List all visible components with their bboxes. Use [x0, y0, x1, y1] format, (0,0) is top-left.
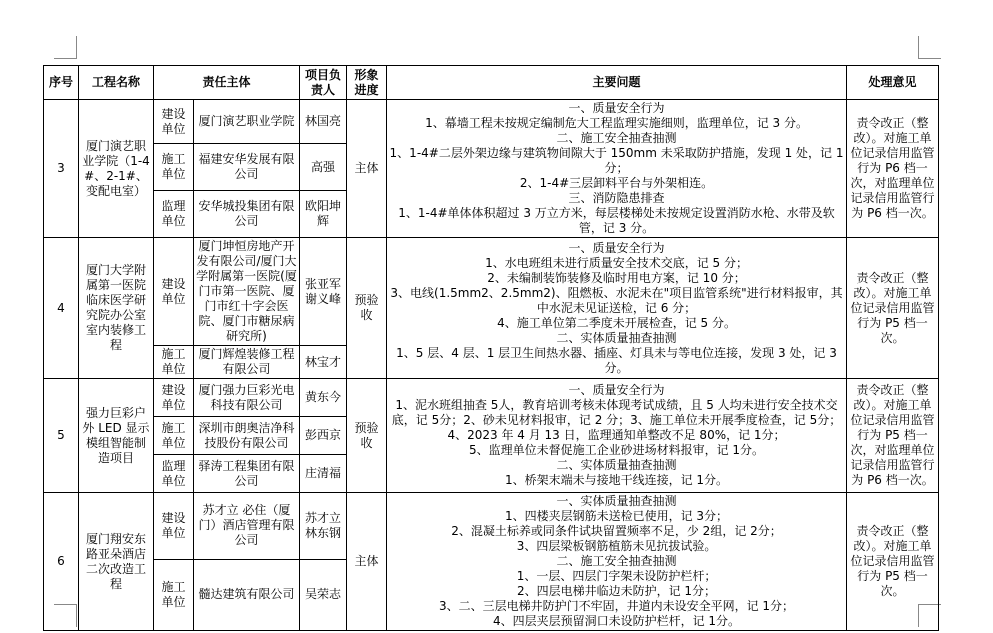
- header-project: 工程名称: [79, 66, 154, 100]
- unit-company: 驿涛工程集团有限公司: [194, 455, 300, 493]
- opinion: 责令改正（整改）。对施工单位记录信用监管行为 P5 档一次，对监理单位记录信用监管行为 P6 档一次。: [847, 379, 939, 493]
- issue-line: 3、四层梁板钢筋植筋未见抗拔试验。: [516, 539, 717, 553]
- issue-line: 三、消防隐患排查: [568, 191, 665, 205]
- header-progress: 形象进度: [347, 66, 387, 100]
- inspection-table: [43, 65, 939, 631]
- crop-mark-top-left: [54, 36, 77, 59]
- unit-person: 苏才立 林东钢: [300, 493, 347, 560]
- unit-person: 张亚军 谢义峰: [300, 238, 347, 346]
- table-row: [44, 100, 939, 144]
- unit-type: 施工单位: [154, 417, 194, 455]
- issue-line: 4、四层夹层预留洞口未设防护栏杆，记 1分。: [492, 614, 741, 628]
- unit-company: 厦门强力巨彩光电科技有限公司: [194, 379, 300, 417]
- progress: 预验收: [347, 238, 387, 379]
- issue-line: 2、混凝土标养或同条件试块留置频率不足，少 2组，记 2分；: [451, 524, 782, 538]
- unit-company: 厦门辉煌装修工程有限公司: [194, 346, 300, 379]
- issue-line: 1、桥架末端未与接地干线连接，记 1分。: [504, 473, 729, 487]
- unit-type: 建设单位: [154, 100, 194, 144]
- issue-line: 二、实体质量抽查抽测: [556, 458, 677, 472]
- row-seq: 5: [44, 379, 79, 493]
- progress: 主体: [347, 100, 387, 238]
- issue-line: 二、施工安全抽查抽测: [556, 131, 677, 145]
- unit-type: 监理单位: [154, 455, 194, 493]
- progress: 预验收: [347, 379, 387, 493]
- issue-line: 1、1-4#单体体积超过 3 万立方米，每层楼梯处未按规定设置消防水枪、水带及软管，记 3 分。: [398, 206, 835, 235]
- unit-type: 施工单位: [154, 144, 194, 191]
- issues-cell: [387, 238, 847, 379]
- header-responsible: 责任主体: [154, 66, 300, 100]
- issue-line: 二、实体质量抽查抽测: [556, 330, 677, 345]
- table-row: [44, 379, 939, 417]
- unit-person: 高强: [300, 144, 347, 191]
- unit-company: 安华城投集团有限公司: [194, 191, 300, 238]
- issue-line: 二、施工安全抽查抽测: [556, 554, 677, 568]
- project-name: 强力巨彩户外 LED 显示模组智能制造项目: [79, 379, 154, 493]
- row-seq: 3: [44, 100, 79, 238]
- header-opinion: 处理意见: [847, 66, 939, 100]
- crop-mark-top-right: [918, 36, 941, 59]
- issue-line: 2、四层电梯井临边未防护，记 1分；: [516, 584, 717, 598]
- unit-company: 苏才立 必住（厦门）酒店管理有限公司: [194, 493, 300, 560]
- issue-line: 2、未编制装饰装修及临时用电方案，记 10 分；: [487, 270, 746, 285]
- row-seq: 4: [44, 238, 79, 379]
- issue-line: 1、泥水班组抽查 5人，教育培训考核未体现考试成绩，且 5 人均未进行安全技术交底，记 5分；2、砂未见材料报审，记 2 分；3、施工单位未开展季度检查，记 5分；: [391, 398, 842, 427]
- row-seq: 6: [44, 493, 79, 631]
- unit-person: 欧阳坤辉: [300, 191, 347, 238]
- header-leader: 项目负责人: [300, 66, 347, 100]
- project-name: 厦门翔安东路亚朵酒店二次改造工程: [79, 493, 154, 631]
- issue-line: 3、二、三层电梯井防护门不牢固，井道内未设安全平网，记 1分；: [438, 599, 795, 613]
- opinion: 责令改正（整改）。对施工单位记录信用监管行为 P5 档一次。: [847, 238, 939, 379]
- unit-type: 建设单位: [154, 379, 194, 417]
- issue-line: 一、实体质量抽查抽测: [556, 494, 677, 508]
- issues-cell: [387, 100, 847, 238]
- unit-person: 彭西京: [300, 417, 347, 455]
- unit-person: 林宝才: [300, 346, 347, 379]
- unit-type: 监理单位: [154, 191, 194, 238]
- issue-line: 一、质量安全行为: [568, 383, 665, 397]
- issues-cell: [387, 493, 847, 631]
- header-row: [44, 66, 939, 100]
- unit-company: 深圳市朗奥洁净科技股份有限公司: [194, 417, 300, 455]
- issue-line: 1、5 层、4 层、1 层卫生间热水器、插座、灯具未与等电位连接，发现 3 处，记 3 分。: [396, 345, 837, 375]
- header-seq: 序号: [44, 66, 79, 100]
- unit-company: 厦门坤恒房地产开发有限公司/厦门大学附属第一医院(厦门市第一医院、厦门市红十字会医院、厦门市糖尿病研究所): [194, 238, 300, 346]
- issue-line: 2、1-4#三层卸料平台与外架相连。: [519, 176, 714, 190]
- issue-line: 一、质量安全行为: [568, 101, 665, 115]
- issue-line: 4、2023 年 4 月 13 日，监理通知单整改不足 80%，记 1分；: [447, 428, 786, 442]
- issue-line: 5、监理单位未督促施工企业砂进场材料报审，记 1分。: [468, 443, 765, 457]
- unit-type: 施工单位: [154, 346, 194, 379]
- unit-company: 福建安华发展有限公司: [194, 144, 300, 191]
- unit-type: 建设单位: [154, 493, 194, 560]
- unit-type: 施工单位: [154, 559, 194, 630]
- opinion: 责令改正（整改）。对施工单位记录信用监管行为 P6 档一次，对监理单位记录信用监管行为 P6 档一次。: [847, 100, 939, 238]
- table-row: [44, 238, 939, 346]
- issue-line: 1、四楼夹层钢筋未送检已使用，记 3分；: [504, 509, 729, 523]
- issue-line: 4、施工单位第二季度未开展检查，记 5 分。: [497, 315, 736, 330]
- issue-line: 1、一层、四层门字架未设防护栏杆；: [516, 569, 717, 583]
- header-issues: 主要问题: [387, 66, 847, 100]
- progress: 主体: [347, 493, 387, 631]
- unit-person: 黄东今: [300, 379, 347, 417]
- unit-person: 庄清福: [300, 455, 347, 493]
- issue-line: 3、电线(1.5mm2、2.5mm2)、阻燃板、水泥未在"项目监管系统"进行材料报审，其中水泥未见证送检，记 6 分；: [390, 285, 843, 315]
- issues-cell: [387, 379, 847, 493]
- issue-line: 1、幕墙工程未按规定编制危大工程监理实施细则，监理单位，记 3 分。: [425, 116, 808, 130]
- unit-company: 厦门演艺职业学院: [194, 100, 300, 144]
- unit-person: 林国亮: [300, 100, 347, 144]
- issue-line: 1、水电班组未进行质量安全技术交底，记 5 分；: [485, 255, 748, 270]
- unit-type: 建设单位: [154, 238, 194, 346]
- project-name: 厦门大学附属第一医院临床医学研究院办公室室内装修工程: [79, 238, 154, 379]
- unit-person: 吴荣志: [300, 559, 347, 630]
- unit-company: 髓达建筑有限公司: [194, 559, 300, 630]
- project-name: 厦门演艺职业学院（1-4#、2-1#、变配电室）: [79, 100, 154, 238]
- opinion: 责令改正（整改）。对施工单位记录信用监管行为 P5 档一次。: [847, 493, 939, 631]
- issue-line: 一、质量安全行为: [568, 240, 665, 255]
- issue-line: 1、1-4#二层外架边缘与建筑物间隙大于 150mm 未采取防护措施，发现 1 处，记 1 分；: [389, 146, 844, 175]
- table-row: [44, 493, 939, 560]
